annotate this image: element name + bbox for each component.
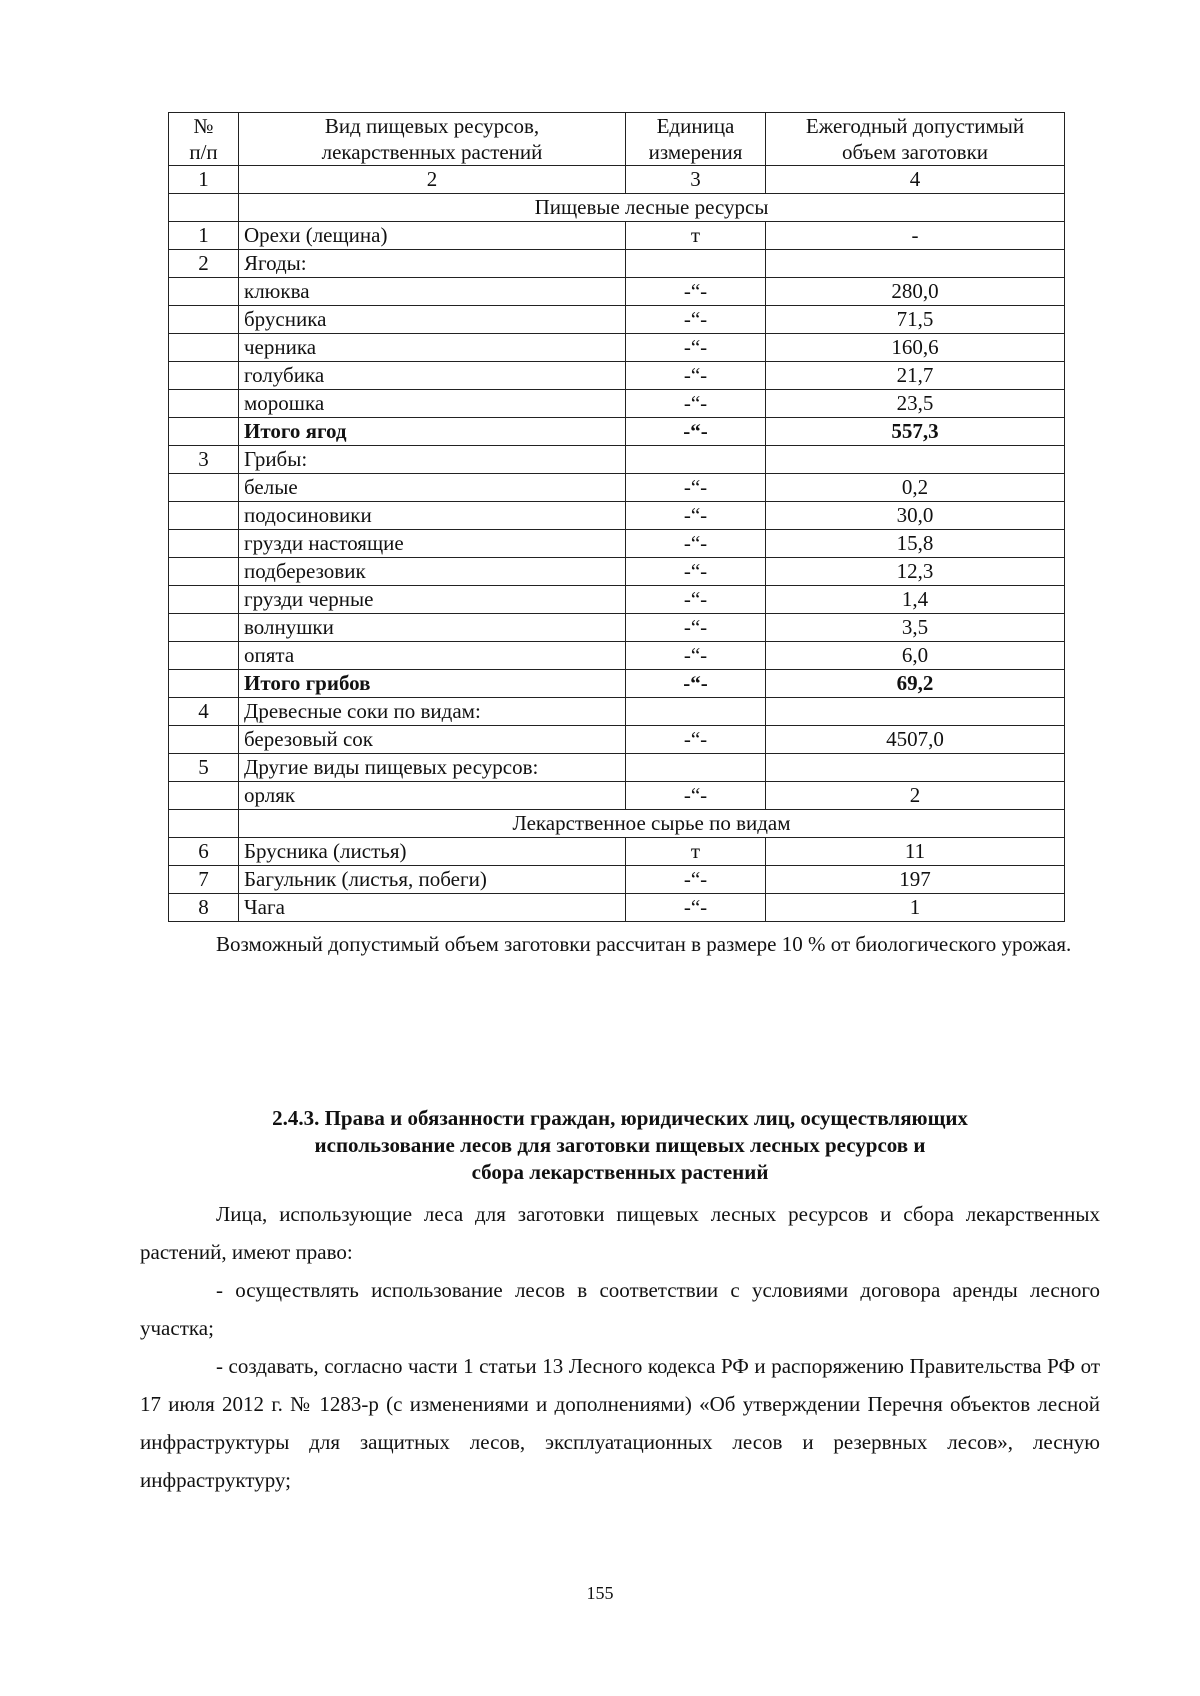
table-row [169, 530, 1065, 558]
row-number [169, 530, 239, 558]
volume-cell: 0,2 [766, 474, 1065, 502]
resource-name: голубика [239, 362, 626, 390]
resource-name: Древесные соки по видам: [239, 698, 626, 726]
table-row [169, 754, 1065, 782]
row-number [169, 726, 239, 754]
table-row [169, 558, 1065, 586]
section-row-food [169, 194, 1065, 222]
volume-cell: 1,4 [766, 586, 1065, 614]
table-row [169, 782, 1065, 810]
volume-cell: 11 [766, 838, 1065, 866]
table-row [169, 502, 1065, 530]
resource-name: Чага [239, 894, 626, 922]
unit-cell: -“- [626, 894, 766, 922]
table-row [169, 390, 1065, 418]
header-resource-type: Вид пищевых ресурсов, лекарственных растений [239, 113, 626, 166]
header-annual-volume: Ежегодный допустимый объем заготовки [766, 113, 1065, 166]
unit-cell: -“- [626, 530, 766, 558]
resource-name: орляк [239, 782, 626, 810]
row-number [169, 614, 239, 642]
section-title-medicinal: Лекарственное сырье по видам [239, 810, 1065, 838]
unit-cell: -“- [626, 474, 766, 502]
volume-cell: 23,5 [766, 390, 1065, 418]
unit-cell [626, 446, 766, 474]
row-number [169, 586, 239, 614]
row-number [169, 474, 239, 502]
resource-name: морошка [239, 390, 626, 418]
table-row [169, 222, 1065, 250]
row-number: 3 [169, 446, 239, 474]
unit-cell: -“- [626, 642, 766, 670]
row-number [169, 278, 239, 306]
row-number [169, 642, 239, 670]
table-row [169, 726, 1065, 754]
resource-name: Ягоды: [239, 250, 626, 278]
volume-cell: 12,3 [766, 558, 1065, 586]
volume-cell: 69,2 [766, 670, 1065, 698]
resource-name: белые [239, 474, 626, 502]
unit-cell: -“- [626, 418, 766, 446]
col-number-3: 3 [626, 166, 766, 194]
row-number: 8 [169, 894, 239, 922]
resource-name: Брусника (листья) [239, 838, 626, 866]
table-row [169, 362, 1065, 390]
row-number: 7 [169, 866, 239, 894]
resource-name: Итого грибов [239, 670, 626, 698]
paragraph-right-infrastructure: - создавать, согласно части 1 статьи 13 Лесного кодекса РФ и распоряжению Правительства РФ от 17 июля 2012 г. № 1283-р (с изменениями и дополнениями) «Об утверждении Перечня объектов лесной инфраструктуры для защитных лесов, эксплуатационных лесов и резервных лесов», лесную инфраструктуру; [140, 1354, 1100, 1492]
paragraph-right-lease: - осуществлять использование лесов в соответствии с условиями договора аренды лесного участка; [140, 1278, 1100, 1340]
row-number [169, 558, 239, 586]
resource-name: брусника [239, 306, 626, 334]
resource-name: грузди черные [239, 586, 626, 614]
resource-name: клюква [239, 278, 626, 306]
volume-cell: 2 [766, 782, 1065, 810]
heading-line: 2.4.3. Права и обязанности граждан, юридических лиц, осуществляющих [272, 1106, 968, 1130]
paragraph-rights-intro: Лица, использующие леса для заготовки пищевых лесных ресурсов и сбора лекарственных растений, имеют право: [140, 1202, 1100, 1264]
resource-name: волнушки [239, 614, 626, 642]
row-number: 1 [169, 222, 239, 250]
resource-name: Орехи (лещина) [239, 222, 626, 250]
volume-cell: 71,5 [766, 306, 1065, 334]
table-row [169, 698, 1065, 726]
row-number: 2 [169, 250, 239, 278]
volume-cell [766, 250, 1065, 278]
unit-cell: -“- [626, 334, 766, 362]
volume-cell: 6,0 [766, 642, 1065, 670]
table-row [169, 446, 1065, 474]
row-number [169, 502, 239, 530]
volume-cell: 160,6 [766, 334, 1065, 362]
row-number [169, 390, 239, 418]
row-number: 6 [169, 838, 239, 866]
table-row [169, 278, 1065, 306]
table-row [169, 250, 1065, 278]
row-number [169, 418, 239, 446]
table-row [169, 670, 1065, 698]
volume-cell: 1 [766, 894, 1065, 922]
volume-note: Возможный допустимый объем заготовки рассчитан в размере 10 % от биологического урожая. [216, 932, 1072, 956]
unit-cell: -“- [626, 558, 766, 586]
unit-cell: т [626, 222, 766, 250]
column-numbers-row [169, 166, 1065, 194]
table-row [169, 866, 1065, 894]
header-unit: Единица измерения [626, 113, 766, 166]
unit-cell [626, 754, 766, 782]
table-row [169, 614, 1065, 642]
volume-cell: 557,3 [766, 418, 1065, 446]
col-number-1: 1 [169, 166, 239, 194]
volume-cell: 4507,0 [766, 726, 1065, 754]
unit-cell: -“- [626, 502, 766, 530]
resource-name: Багульник (листья, побеги) [239, 866, 626, 894]
unit-cell: -“- [626, 278, 766, 306]
resource-name: Грибы: [239, 446, 626, 474]
table-row [169, 474, 1065, 502]
col-number-4: 4 [766, 166, 1065, 194]
row-number [169, 670, 239, 698]
unit-cell: -“- [626, 306, 766, 334]
volume-cell: 30,0 [766, 502, 1065, 530]
resource-name: грузди настоящие [239, 530, 626, 558]
table-row [169, 586, 1065, 614]
section-row-medicinal [169, 810, 1065, 838]
unit-cell [626, 250, 766, 278]
unit-cell [626, 698, 766, 726]
volume-cell: - [766, 222, 1065, 250]
unit-cell: -“- [626, 670, 766, 698]
section-empty-cell [169, 810, 239, 838]
header-number: № п/п [169, 113, 239, 166]
unit-cell: т [626, 838, 766, 866]
resource-name: опята [239, 642, 626, 670]
unit-cell: -“- [626, 614, 766, 642]
resource-name: Другие виды пищевых ресурсов: [239, 754, 626, 782]
row-number [169, 334, 239, 362]
unit-cell: -“- [626, 726, 766, 754]
row-number: 5 [169, 754, 239, 782]
unit-cell: -“- [626, 782, 766, 810]
resources-table [168, 112, 1065, 922]
row-number: 4 [169, 698, 239, 726]
heading-line: использование лесов для заготовки пищевых лесных ресурсов и [314, 1133, 926, 1157]
table-row [169, 838, 1065, 866]
table-row [169, 418, 1065, 446]
col-number-2: 2 [239, 166, 626, 194]
volume-cell: 197 [766, 866, 1065, 894]
unit-cell: -“- [626, 866, 766, 894]
volume-cell: 15,8 [766, 530, 1065, 558]
volume-cell: 3,5 [766, 614, 1065, 642]
heading-line: сбора лекарственных растений [471, 1160, 769, 1184]
section-heading [180, 1105, 1060, 1186]
section-empty-cell [169, 194, 239, 222]
unit-cell: -“- [626, 390, 766, 418]
table-row [169, 894, 1065, 922]
table-row [169, 642, 1065, 670]
table-row [169, 334, 1065, 362]
resource-name: черника [239, 334, 626, 362]
resource-name: подосиновики [239, 502, 626, 530]
table-row [169, 306, 1065, 334]
page-number: 155 [586, 1583, 614, 1603]
volume-cell [766, 698, 1065, 726]
table-header-row [169, 113, 1065, 166]
resource-name: березовый сок [239, 726, 626, 754]
unit-cell: -“- [626, 362, 766, 390]
resource-name: подберезовик [239, 558, 626, 586]
volume-cell: 21,7 [766, 362, 1065, 390]
row-number [169, 782, 239, 810]
unit-cell: -“- [626, 586, 766, 614]
volume-cell [766, 754, 1065, 782]
section-title-food: Пищевые лесные ресурсы [239, 194, 1065, 222]
resource-name: Итого ягод [239, 418, 626, 446]
row-number [169, 362, 239, 390]
volume-cell: 280,0 [766, 278, 1065, 306]
volume-cell [766, 446, 1065, 474]
row-number [169, 306, 239, 334]
